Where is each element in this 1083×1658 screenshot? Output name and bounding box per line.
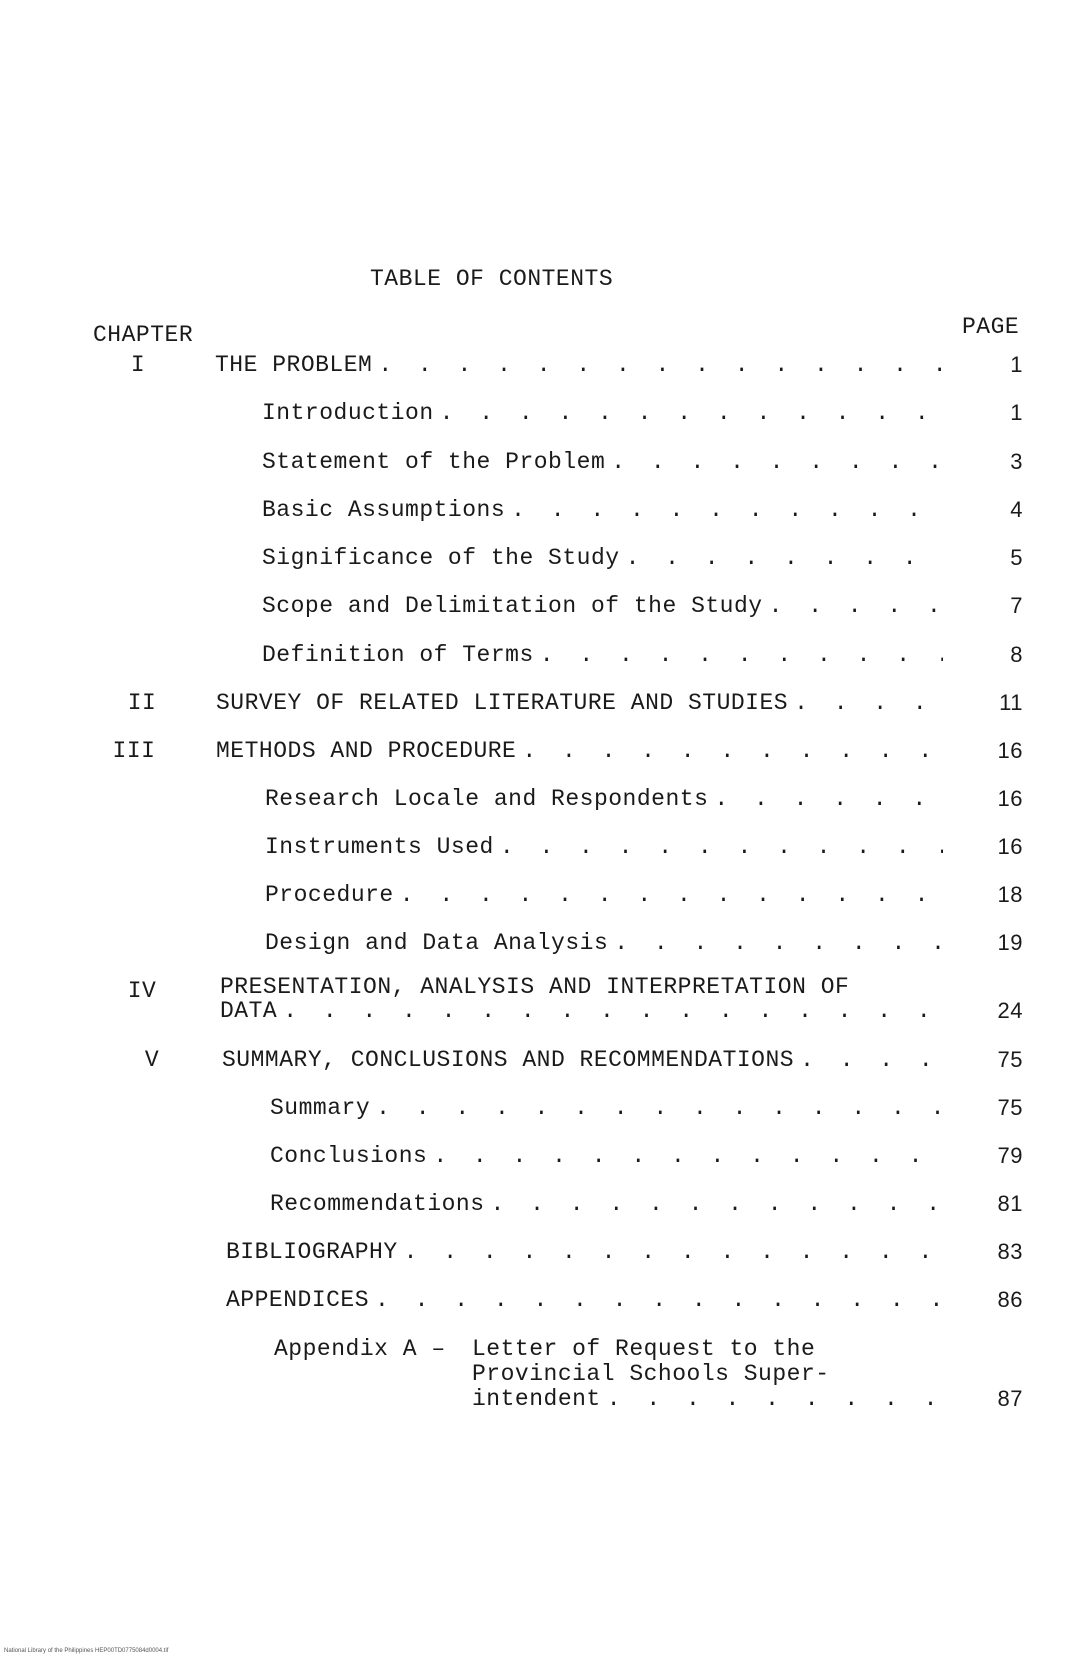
entry-title: METHODS AND PROCEDURE — [216, 738, 517, 764]
leader-dots — [605, 449, 943, 475]
chapter-number: III — [112, 738, 156, 764]
entry-title: Summary — [270, 1095, 371, 1121]
leader-dots — [372, 352, 943, 378]
toc-entry-chapter-5 — [0, 1047, 1083, 1077]
entry-title-line: Provincial Schools Super- — [472, 1361, 830, 1387]
page-number: 7 — [1010, 593, 1023, 618]
page-number: 86 — [997, 1287, 1023, 1312]
page-number: 1 — [1010, 400, 1023, 425]
leader-dots — [485, 1191, 943, 1217]
toc-entry — [0, 545, 1083, 575]
page-number: 4 — [1010, 497, 1023, 522]
entry-title: Basic Assumptions — [262, 497, 506, 523]
page-title: TABLE OF CONTENTS — [370, 266, 614, 292]
page-number: 8 — [1010, 642, 1023, 667]
page-number: 87 — [997, 1386, 1023, 1411]
entry-title: Instruments Used — [265, 834, 494, 860]
page-number: 83 — [997, 1239, 1023, 1264]
leader-dots — [708, 786, 943, 812]
page-number: 3 — [1010, 449, 1023, 474]
leader-dots — [369, 1287, 943, 1313]
leader-dots — [398, 1239, 943, 1265]
entry-title: DATA — [220, 998, 278, 1024]
entry-title: Scope and Delimitation of the Study — [262, 593, 763, 619]
leader-dots — [788, 690, 943, 716]
appendix-dash: – — [431, 1336, 446, 1362]
entry-title: Introduction — [262, 400, 434, 426]
entry-title: Research Locale and Respondents — [265, 786, 709, 812]
entry-title: Procedure — [265, 882, 394, 908]
entry-title: APPENDICES — [226, 1287, 370, 1313]
toc-entry — [0, 1095, 1083, 1125]
page-number: 1 — [1010, 352, 1023, 377]
entry-title: Design and Data Analysis — [265, 930, 609, 956]
page-number: 24 — [997, 998, 1023, 1023]
leader-dots — [505, 497, 943, 523]
entry-title: SUMMARY, CONCLUSIONS AND RECOMMENDATIONS — [222, 1047, 795, 1073]
appendix-prefix: Appendix A — [274, 1336, 418, 1362]
entry-title: THE PROBLEM — [215, 352, 373, 378]
page-number: 79 — [997, 1143, 1023, 1168]
chapter-number: V — [144, 1047, 160, 1073]
scan-footer: National Library of the Philippines HEP00TD0775084d0004.tif — [4, 1648, 169, 1654]
toc-entry — [0, 642, 1083, 672]
entry-title: Conclusions — [270, 1143, 428, 1169]
entry-title-line: PRESENTATION, ANALYSIS AND INTERPRETATION OF — [220, 974, 850, 1000]
page-number: 5 — [1010, 545, 1023, 570]
toc-entry — [0, 930, 1083, 960]
toc-entry — [0, 400, 1083, 430]
entry-title: BIBLIOGRAPHY — [226, 1239, 398, 1265]
toc-entry — [0, 882, 1083, 912]
leader-dots — [601, 1386, 943, 1412]
entry-title: Definition of Terms — [262, 642, 534, 668]
leader-dots — [794, 1047, 943, 1073]
entry-title-line: Letter of Request to the — [472, 1336, 816, 1362]
entry-title: SURVEY OF RELATED LITERATURE AND STUDIES — [216, 690, 789, 716]
toc-entry — [0, 449, 1083, 479]
toc-entry — [0, 497, 1083, 527]
page-number: 19 — [997, 930, 1023, 955]
leader-dots — [370, 1095, 943, 1121]
page-column-header: PAGE — [962, 314, 1020, 340]
chapter-number: I — [130, 352, 146, 378]
page-number: 11 — [999, 690, 1023, 715]
leader-dots — [620, 545, 943, 571]
leader-dots — [394, 882, 943, 908]
entry-title: Statement of the Problem — [262, 449, 606, 475]
toc-entry — [0, 786, 1083, 816]
toc-entry-chapter-1 — [0, 352, 1083, 382]
entry-title: Recommendations — [270, 1191, 485, 1217]
chapter-number: II — [127, 690, 157, 716]
entry-title: intendent — [472, 1386, 601, 1412]
leader-dots — [494, 834, 943, 860]
page-number: 16 — [997, 738, 1023, 763]
page-number: 75 — [997, 1047, 1023, 1072]
chapter-number: IV — [127, 978, 157, 1004]
page-number: 75 — [997, 1095, 1023, 1120]
toc-entry-appendices — [0, 1287, 1083, 1317]
toc-entry-chapter-3 — [0, 738, 1083, 768]
page-number: 81 — [997, 1191, 1023, 1216]
toc-entry — [0, 593, 1083, 623]
leader-dots — [608, 930, 943, 956]
toc-entry — [0, 834, 1083, 864]
leader-dots — [277, 998, 943, 1024]
chapter-column-header: CHAPTER — [93, 322, 194, 348]
toc-entry-chapter-2 — [0, 690, 1083, 720]
page-number: 16 — [997, 834, 1023, 859]
page-number: 18 — [997, 882, 1023, 907]
page-number: 16 — [997, 786, 1023, 811]
toc-entry-bibliography — [0, 1239, 1083, 1269]
appendix-label — [274, 1336, 446, 1362]
leader-dots — [763, 593, 943, 619]
leader-dots — [516, 738, 943, 764]
leader-dots — [434, 400, 943, 426]
leader-dots — [427, 1143, 943, 1169]
leader-dots — [534, 642, 943, 668]
entry-title: Significance of the Study — [262, 545, 620, 571]
toc-entry-appendix-a — [0, 1386, 1083, 1416]
toc-entry — [0, 1191, 1083, 1221]
toc-entry — [0, 1143, 1083, 1173]
